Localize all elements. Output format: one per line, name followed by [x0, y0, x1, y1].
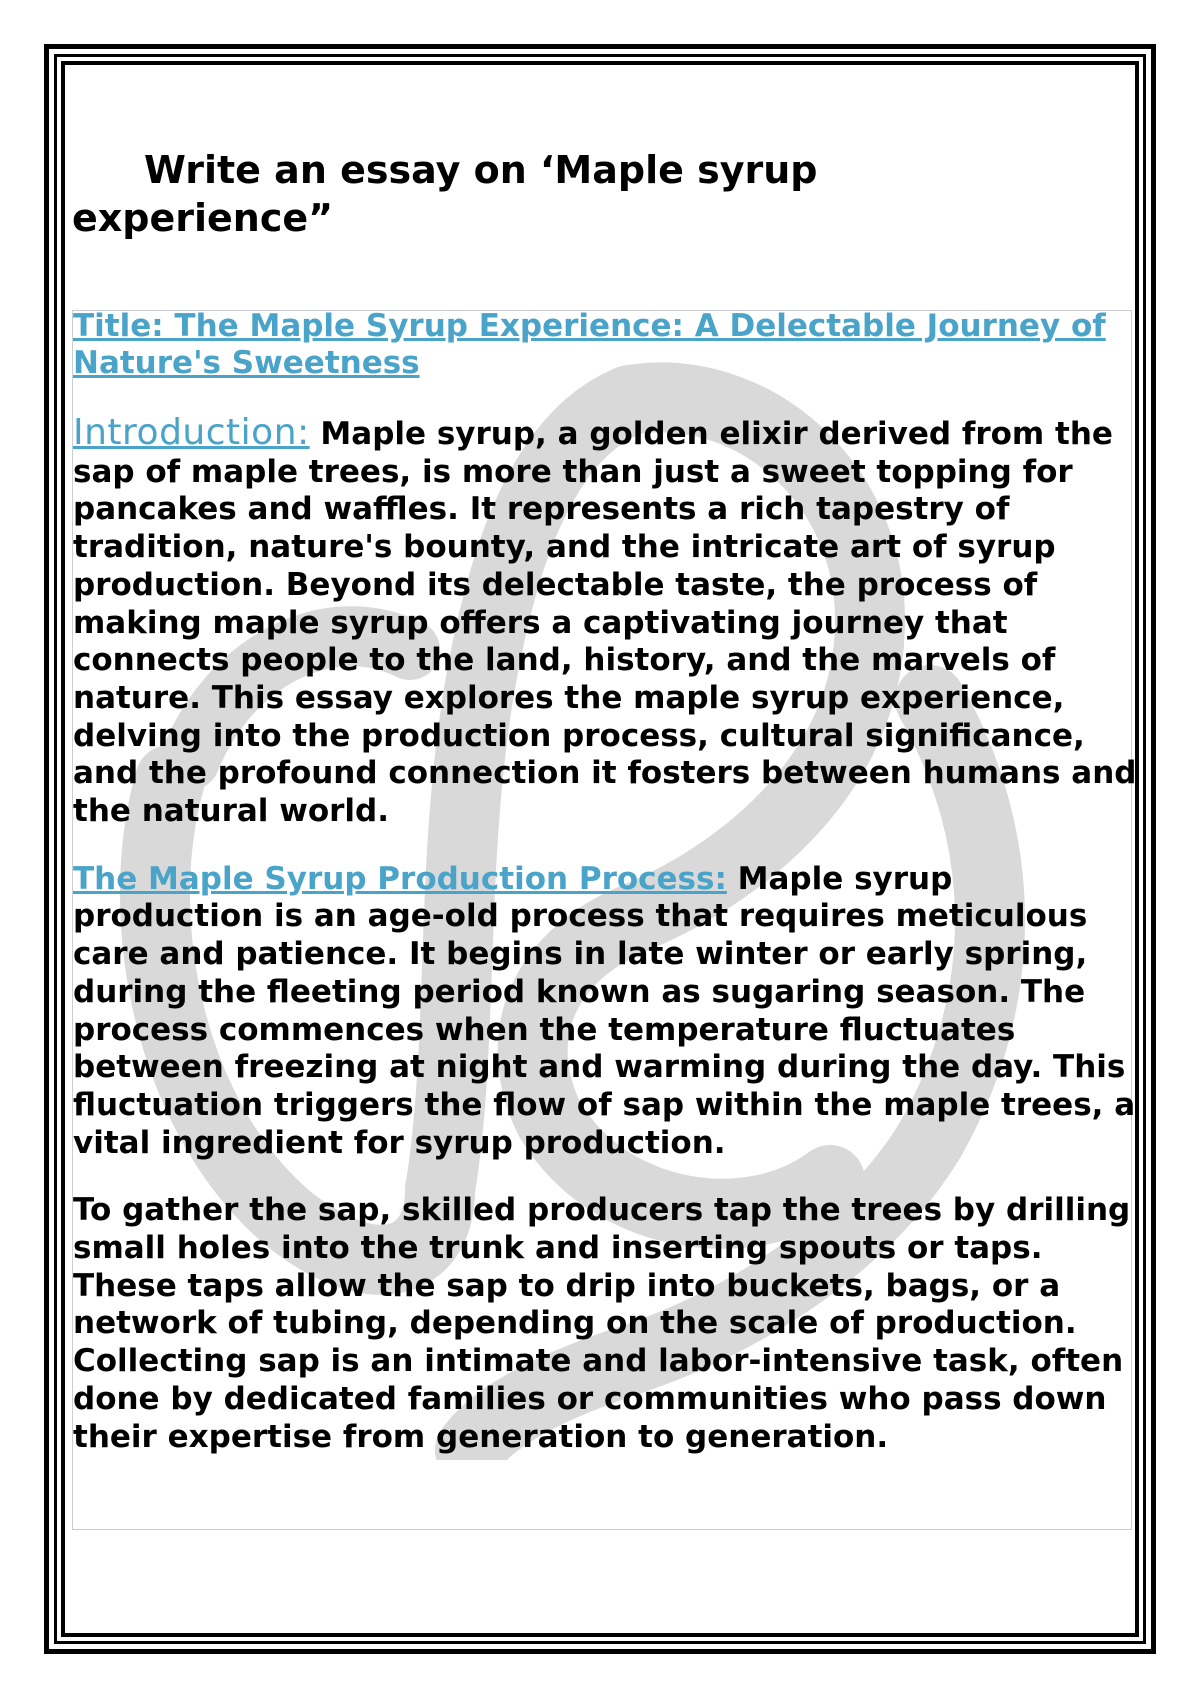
essay-body [73, 308, 1145, 1456]
essay-paragraph-gathering-sap [73, 1192, 1145, 1456]
paragraph-text-production-process: Maple syrup production is an age-old process that requires meticulous care and patience. It begins in late winter or early spring, during the fleeting period known as sugaring season. The process commences when the temperature fluctuates between freezing at night and warming during the day. This fluctuation triggers the flow of sap within the maple trees, a vital ingredient for syrup production. [73, 860, 1136, 1161]
page-heading [72, 146, 972, 242]
paragraph-text-introduction: Maple syrup, a golden elixir derived from the sap of maple trees, is more than just a sweet topping for pancakes and waffles. It represents a rich tapestry of tradition, nature's bounty, and the intricate art of syrup production. Beyond its delectable taste, the process of making maple syrup offers a captivating journey that connects people to the land, history, and the marvels of nature. This essay explores the maple syrup experience, delving into the production process, cultural significance, and the profound connection it fosters between humans and the natural world. [73, 416, 1137, 830]
section-label-production-process[interactable]: The Maple Syrup Production Process: [73, 860, 727, 897]
essay-paragraph-introduction [73, 414, 1145, 831]
essay-title[interactable]: Title: The Maple Syrup Experience: A Delectable Journey of Nature's Sweetness [73, 308, 1106, 381]
page-heading-line2: experience” [72, 196, 334, 240]
paragraph-text-gathering-sap: To gather the sap, skilled producers tap the trees by drilling small holes into the trunk and inserting spouts or taps. These taps allow the sap to drip into buckets, bags, or a network of tubing, depending on the scale of production. Collecting sap is an intimate and labor-intensive task, often done by dedicated families or communities who pass down their expertise from generation to generation. [73, 1192, 1131, 1455]
page-heading-line1: Write an essay on ‘Maple syrup [144, 148, 818, 192]
section-label-introduction[interactable]: Introduction: [73, 412, 310, 453]
essay-paragraph-production-process [73, 861, 1145, 1163]
